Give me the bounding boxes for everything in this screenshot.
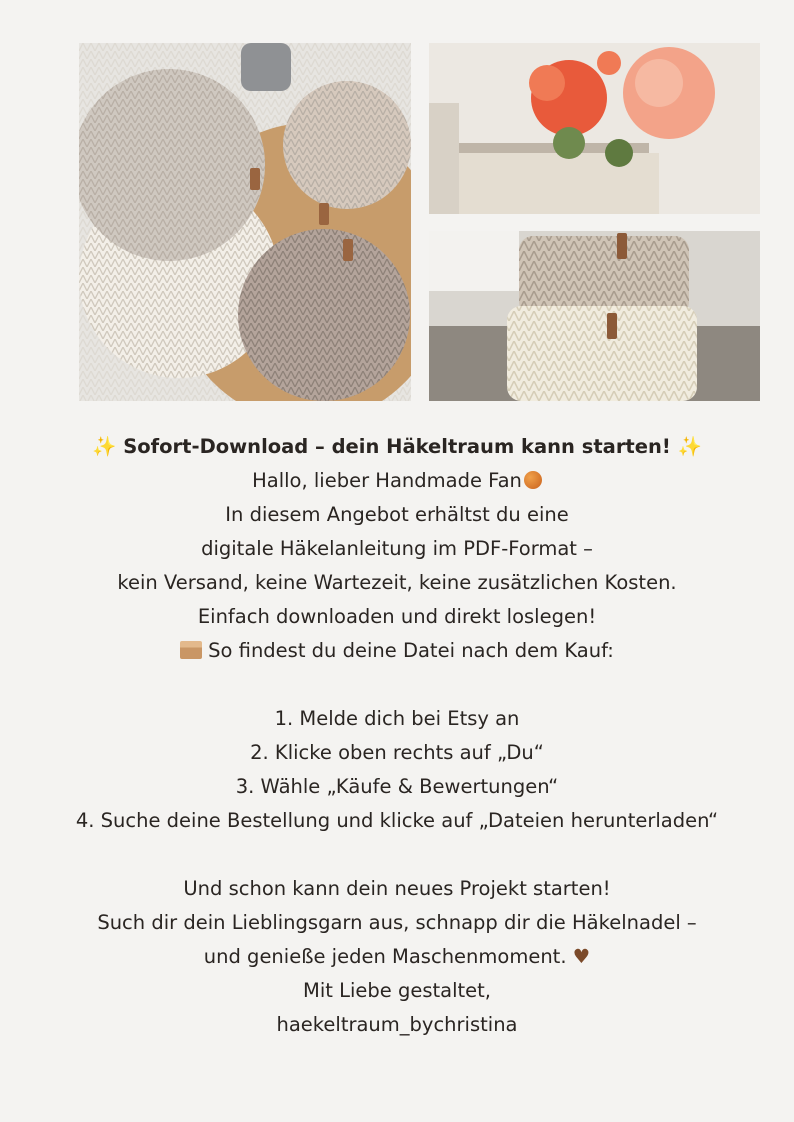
heart-icon: ♥ (572, 945, 591, 968)
photo-flower-basket (429, 43, 760, 214)
description-text (20, 430, 774, 1042)
greeting (20, 464, 774, 498)
box-icon (180, 641, 202, 659)
yarn-ball-icon (524, 471, 542, 489)
intro-line-2: digitale Häkelanleitung im PDF-Format – (201, 537, 593, 560)
outro-line-2: Such dir dein Lieblingsgarn aus, schnapp dir die Häkelnadel – (97, 911, 697, 934)
intro-line-1: In diesem Angebot erhältst du eine (225, 503, 569, 526)
greeting-text: Hallo, lieber Handmade Fan (252, 469, 522, 492)
headline (20, 430, 774, 464)
author: haekeltraum_bychristina (276, 1013, 518, 1036)
outro-line-3-text: und genieße jeden Maschenmoment. (203, 945, 567, 968)
find-file-text: So findest du deine Datei nach dem Kauf: (208, 639, 614, 662)
step-2: 2. Klicke oben rechts auf „Du“ (250, 741, 544, 764)
photo-stacked-baskets (429, 231, 760, 401)
photo-placemats (79, 43, 411, 401)
headline-text: Sofort-Download – dein Häkeltraum kann starten! (123, 435, 671, 458)
signoff: Mit Liebe gestaltet, (303, 979, 491, 1002)
intro-line-4: Einfach downloaden und direkt loslegen! (197, 605, 597, 628)
spacer (20, 838, 774, 872)
step-3: 3. Wähle „Käufe & Bewertungen“ (235, 775, 559, 798)
step-4: 4. Suche deine Bestellung und klicke auf „Dateien herunterladen“ (75, 809, 719, 832)
sparkles-icon: ✨ (677, 435, 702, 458)
intro-line-3: kein Versand, keine Wartezeit, keine zusätzlichen Kosten. (117, 571, 677, 594)
step-1: 1. Melde dich bei Etsy an (274, 707, 520, 730)
spacer (20, 668, 774, 702)
sparkles-icon: ✨ (92, 435, 117, 458)
outro-line-3 (20, 940, 774, 974)
outro-line-1: Und schon kann dein neues Projekt starten! (183, 877, 611, 900)
find-file-line (20, 634, 774, 668)
